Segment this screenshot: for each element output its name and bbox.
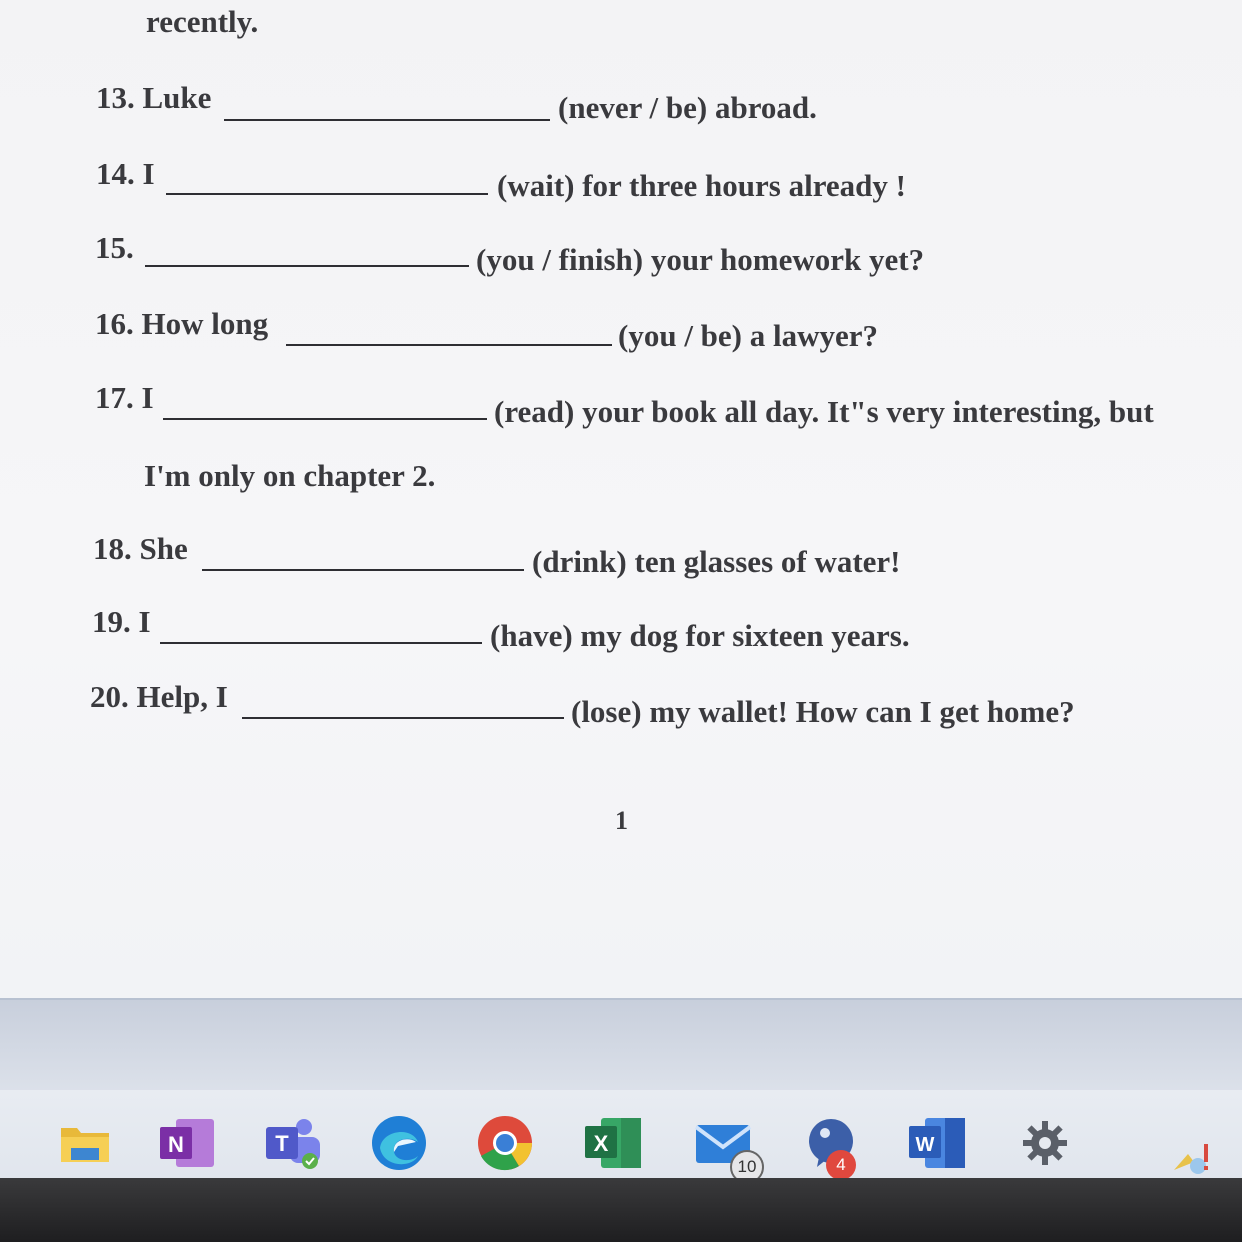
taskbar-word[interactable] (902, 1108, 972, 1178)
exercise-number: 20. (90, 679, 129, 714)
exercise-number: 17. (95, 380, 134, 415)
svg-text:W: W (915, 1134, 935, 1156)
taskbar-chrome[interactable] (470, 1108, 540, 1178)
page-number: 1 (615, 806, 628, 835)
excel-icon (581, 1114, 645, 1172)
taskbar-teams[interactable] (258, 1108, 328, 1178)
exercise-17-label (95, 382, 154, 413)
exercise-14-blank[interactable] (166, 193, 488, 195)
exercise-16-label (95, 308, 268, 339)
system-tray-icon[interactable] (1170, 1140, 1216, 1180)
exercise-subject: How long (141, 306, 269, 341)
settings-icon (1017, 1115, 1073, 1171)
exercise-number: 14. (96, 156, 135, 191)
taskbar-edge[interactable] (364, 1108, 434, 1178)
edge-icon (368, 1112, 430, 1174)
onenote-icon (156, 1115, 218, 1171)
exercise-subject: I (138, 604, 151, 639)
chrome-icon (474, 1112, 536, 1174)
exercise-number: 16. (95, 306, 134, 341)
exercise-15-blank[interactable] (145, 265, 469, 267)
exercise-number: 19. (92, 604, 131, 639)
exercise-19-blank[interactable] (160, 642, 482, 644)
exercise-13-blank[interactable] (224, 119, 550, 121)
exercise-13-hint: (never / be) abroad. (558, 90, 817, 125)
taskbar-mail[interactable] (690, 1108, 760, 1178)
mail-unread-badge: 10 (730, 1150, 764, 1184)
word-icon (905, 1114, 969, 1172)
exercise-20-hint: (lose) my wallet! How can I get home? (571, 694, 1075, 729)
exercise-18-blank[interactable] (202, 569, 524, 571)
messenger-unread-badge: 4 (826, 1150, 856, 1180)
notification-icon (1170, 1140, 1216, 1180)
exercise-20-blank[interactable] (242, 717, 564, 719)
exercise-19-label (92, 606, 151, 637)
exercise-19-hint: (have) my dog for sixteen years. (490, 618, 910, 653)
taskbar-settings[interactable] (1010, 1108, 1080, 1178)
exercise-subject: She (139, 531, 188, 566)
exercise-16-hint: (you / be) a lawyer? (618, 318, 879, 353)
taskbar-messenger[interactable] (800, 1108, 870, 1178)
exercise-17-hint: (read) your book all day. It"s very interesting, but (494, 394, 1154, 429)
exercise-number: 18. (93, 531, 132, 566)
text-line-fragment: recently. (146, 4, 259, 39)
window-status-area (0, 998, 1242, 1092)
exercise-subject: Luke (142, 80, 212, 115)
exercise-15-hint: (you / finish) your homework yet? (476, 242, 925, 277)
svg-text:X: X (593, 1131, 609, 1156)
exercise-17-continuation: I'm only on chapter 2. (144, 458, 436, 493)
exercise-18-label (93, 533, 188, 564)
exercise-14-hint: (wait) for three hours already ! (497, 168, 906, 203)
exercise-15-label (95, 232, 134, 263)
teams-icon (260, 1113, 326, 1173)
svg-text:T: T (275, 1131, 289, 1156)
exercise-number: 15. (95, 230, 134, 265)
exercise-subject: I (142, 156, 155, 191)
exercise-18-hint: (drink) ten glasses of water! (532, 544, 901, 579)
exercise-17-blank[interactable] (163, 418, 487, 420)
exercise-20-label (90, 681, 228, 712)
exercise-subject: I (141, 380, 154, 415)
file-explorer-icon (57, 1118, 113, 1168)
svg-text:N: N (168, 1132, 184, 1157)
exercise-subject: Help, I (136, 679, 228, 714)
exercise-number: 13. (96, 80, 135, 115)
exercise-14-label (96, 158, 155, 189)
taskbar-onenote[interactable] (152, 1108, 222, 1178)
exercise-13-label (96, 82, 211, 113)
taskbar-excel[interactable] (578, 1108, 648, 1178)
exercise-16-blank[interactable] (286, 344, 612, 346)
monitor-bezel (0, 1178, 1242, 1242)
taskbar-file-explorer[interactable] (50, 1108, 120, 1178)
